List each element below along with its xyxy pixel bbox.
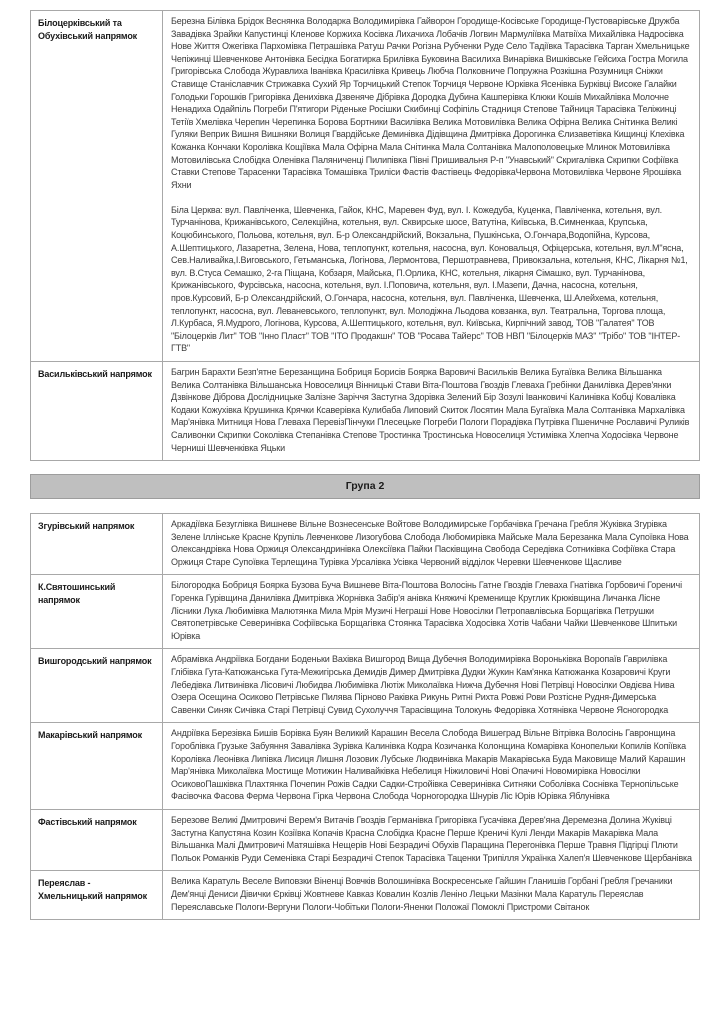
direction-settlements-cell	[163, 11, 700, 362]
settlements-list: Березове Великі Дмитровичі Верем'я Витачів Гвоздів Германівка Григорівка Гусачівка Дерев'яна Деремезна Долина Жуківці Застугна Капустяна Козин Козіївка Копачів Красна Слобідка Красне Перше Креничі Кулі Ленди Макарів Макарівка Мала Вільшанка Малі Дмитровичі Матяшівка Нещерів Нові Безрадичі Обухів Паращина Перегонівка Перше Травня Підгірці Плюти Польок Романків Руди Семенівка Старі Безрадичі Степок Тарасівка Таценки Трипілля Українка Халеп'я Шевченкове Щербанівка	[171, 814, 692, 863]
direction-settlements-cell	[163, 575, 700, 649]
direction-label: К.Святошинський напрямок	[31, 575, 163, 649]
settlements-list: Абрамівка Андріївка Богдани Боденьки Вахівка Вишгород Вища Дубечня Володимирівка Вороньківка Воропаїв Гаврилівка Глібівка Гута-Катюжанська Гута-Межигірська Демидів Димер Дмитрівка Дудки Жукин Кам'янка Катюжанка Козаровичі Круги Лебедівка Литвинівка Лісовичі Любидва Любимівка Лютіж Миколаївка Нижча Дубечня Нові Петрівці Новосілки Овдієва Нива Озера Осещина Осиково Петрівське Пилява Пірново Раківка Рикунь Ритні Рихта Ровжі Рови Розтісне Рудня-Димерська Савенки Синяк Сичівка Старі Петрівці Сувид Сухолуччя Тарасівщина Толокунь Федорівка Хотянівка Червоне Ясногородка	[171, 654, 675, 715]
table-row	[31, 809, 700, 870]
settlements-list: Велика Каратуль Веселе Виповзки Віненці Вовчків Волошинівка Воскресенське Гайшин Гланишів Горбані Гребля Гречаники Дем'янці Дениси Дівички Єрківці Жовтневе Кавказ Ковалин Козлів Леніно Лецьки Мазінки Мала Каратуль Переяслав Переяславське Пологи-Вергуни Пологи-Чобітьки Пологи-Яненки Положаї Помоклі Пристроми Світанок	[171, 876, 673, 912]
table-row	[31, 723, 700, 810]
direction-label: Фастівський напрямок	[31, 809, 163, 870]
table-row	[31, 361, 700, 460]
table-row	[31, 575, 700, 649]
table-row	[31, 871, 700, 920]
group2-section-header: Група 2	[30, 474, 700, 499]
direction-label: Васильківський напрямок	[31, 361, 163, 460]
direction-settlements-cell	[163, 809, 700, 870]
settlements-list: Багрин Барахти Безп'ятне Березанщина Бобриця Борисів Боярка Варовичі Васильків Велика Бугаївка Велика Вільшанка Велика Солтанівка Вільшанська Новоселиця Вінницькі Стави Віта-Поштова Гвоздів Глеваха Гребінки Данилівка Дерев'янки Дзвінкове Діброва Дослідницьке Залізне Заріччя Застугна Здорівка Зелений Бір Зозулі Іванковичі Калинівка Кобці Ковалівка Кодаки Кожухівка Крушинка Крячки Ксаверівка Кулибаба Липовий Скиток Лосятин Мала Бугаївка Мала Солтанівка Мархалівка Мар'янівка Митниця Нова Глеваха ПеревізПінчуки Плесецьке Погреби Пологи Порадівка Путрівка Пшеничне Рославичі Руликів Саливонки Скрипки Соколівка Степанівка Степове Тростинка Тростинська Новоселиця Устимівка Хлепча Ходосівка Червоне Черниші Шевченківка Яцьки	[171, 366, 690, 453]
settlements-list: Андріївка Березівка Бишів Борівка Буян Великий Карашин Весела Слобода Вишеград Вільне Вітрівка Волосінь Гавронщина Гороблівка Грузьке Забуяння Завалівка Зурівка Калинівка Кодра Козичанка Колонщина Комарівка Конопельки Копилів Копіївка Королівка Леонівка Липівка Лисиця Лишня Лозовик Лубське Людвинівка Макарів Макарівська Буда Маковище Малий Карашин Мар'янівка Миколаївка Мостище Мотижин Наливайківка Небелиця Ніжиловичі Нові Опачичі Новомирівка Новосілки ОсиковоПашківка Плахтянка Почепин Рожів Садки Садки-Стройівка Северинівка Ситняки Соболівка Соснівка Тернопільське Фасівочка Фасова Ферма Червона Гірка Червона Слобода Чорногородка Шнурів Ліс Юрів Юрівка Яблунівка	[171, 728, 686, 802]
group2-table	[30, 513, 700, 920]
direction-label: Згурівський напрямок	[31, 514, 163, 575]
direction-settlements-cell	[163, 723, 700, 810]
table-row	[31, 514, 700, 575]
table-row	[31, 649, 700, 723]
direction-settlements-cell	[163, 871, 700, 920]
direction-label: Переяслав - Хмельницький напрямок	[31, 871, 163, 920]
direction-label: Білоцерківський та Обухівський напрямок	[31, 11, 163, 362]
group1-table	[30, 10, 700, 461]
direction-label: Макарівський напрямок	[31, 723, 163, 810]
settlements-list: Березна Білівка Брідок Веснянка Володарка Володимирівка Гайворон Городище-Косівське Городище-Пустоварівське Дружба Завадівка Зрайки Капустинці Кленове Коржиха Косівка Лихачиха Лобачів Логвин Мармуліївка Матвіїха Михайлівка Надросівка Нове Життя Ожегівка Пархомівка Петрашівка Ратуш Рачки Рогізна Рубченки Руде Село Тадіївка Тарасівка Тарган Хмельницьке Чепіжинці Шевченкове Антонівка Бесідка Богатирка Брилівка Буковина Василиха Винарівка Вишківське Гейсиха Гостра Могила Григорівська Слобода Журавлиха Іванівка Красилівка Кривець Любча Полковниче Попружна Розкішна Розумниця Сніжки Ставище Станіславчик Стрижавка Сухий Яр Торчицький Степок Торчиця Червоне Юрківка Ясенівка Бурківці Високе Галайки Голодьки Горошків Григорівка Денихівка Дзвеняче Дібрівка Дородка Дубина Кашперівка Клюки Кошів Михайлівка Молочне Ненадиха Одайпіль Погреби П'ятигори Ріденьке Росішки Скибинці Софіпіль Стадниця Степове Тайниця Тарасівка Теліжинці Тетіїв Хмелівка Черепин Черепинка Борова Бортники Василівка Велика Мотовилівка Велика Офірна Велика Снітинка Великі Гуляки Веприк Вишня Вишняки Волиця Гвардійське Деминівка Дідівщина Дмитрівка Дорогинка Єлизаветівка Кищинці Клехівка Кожанка Кончаки Королівка Кощіївка Мала Офірна Мала Снітинка Мала Солтанівка Малополовецьке Млинок Мотовилівка Мотовилівська Слобідка Оленівка Паляниченці Пилипівка Півні Пришивальня Р-п "Унавський" Скригалівка Скрипки Софіївка Ставки Степове Тарасенки Тарасівка Томашівка Триліси Фастів Фастівець ФедорівкаЧервона Мотовилівка Червоне Ярошівка Яхни	[171, 16, 690, 190]
direction-label: Вишгородський напрямок	[31, 649, 163, 723]
table-row	[31, 11, 700, 362]
direction-settlements-cell	[163, 361, 700, 460]
settlements-list: Білогородка Бобриця Боярка Бузова Буча Вишневе Віта-Поштова Волосінь Гатне Гвоздів Глеваха Гнатівка Горбовичі Гореничі Горенка Гурівщина Данилівка Дмитрівка Жорнівка Забір'я анівка Княжичі Кременище Круглик Крюківщина Личанка Лісне Лісники Лука Любимівка Малютянка Мила Мрія Музичі Неграші Нове Новосілки Петропавлівська Борщагівка Петрушки Святопетрівське Северинівка Софіївська Борщагівка Стоянка Тарасівка Ходосівка Хотів Чабани Чайки Шевченкове Шпитьки Юрівка	[171, 580, 682, 641]
direction-settlements-cell	[163, 514, 700, 575]
settlements-list: Аркадіївка Безуглівка Вишневе Вільне Вознесенське Войтове Володимирське Горбачівка Гречана Гребля Жуківка Згурівка Зелене Іллінське Красне Крупіль Левченкове Лизогубова Слобода Любомирівка Майське Мала Березанка Мала Супоївка Нова Олександрівка Нова Оржиця Олександринівка Олексіївка Пайки Пасківщина Свобода Середівка Сотниківка Софіївка Стара Оржиця Старе Супоївка Терлещина Турівка Урсалівка Усівка Червоний відділок Черевки Шевченкове Щасливе	[171, 519, 689, 567]
bila-tserkva-streets-list: Біла Церква: вул. Павліченка, Шевченка, Гайок, КНС, Маревен Фуд, вул. І. Кожедуба, Куценка, Павліченка, котельня, вул. Турчанінова, Крижанівського, Селекційна, котельня, вул. Сквирське шосе, Ватутіна, Київська, В.Симненкаа, Крупська, Коцюбинського, Польова, котельня, вул. Б-р Олександрійский, Вокзальна, Пушкінська, О.Гончара,Водопійна, Курсова, А.Шептицького, Лазаретна, Зелена, Нова, теплопункт, котельня, насосна, вул. Коновальця, Офіцерська, котельня, вул.М"ясна, Сев.Наливайка,І.Виговського, Гетьманська, Логінова, Лермонтова, Першотравнева, Привокзальна, котельня, КНС, Лікарня №1, вул. В.Стуса Семашко, 2-га Піщана, Кобзаря, Майська, П.Орлика, КНС, котельня, лікарня Сімашко, вул. Турчанінова, Крижанівського, Фурсівська, насосна, котельня, вул. І.Поповича, котельня, вул. І.Мазепи, Дачна, насосна, котельня, пров.Курсовий, Б-р Олександрійский, О.Гончара, насосна, котельня, вул. Павліченка, Шевченка, Ш.Алейхема, котельня, теплопункт, насосна, вул. Леваневського, теплопункт, вул. Молодіжна Льодова ковзанка, вул. Театральна, Торгова площа, Л.Курбаса, Я.Мудрого, Логінова, Курсова, А.Шептицького, котельня, вул. Київська, Кирпічний завод, ТОВ "Галатея" ТОВ "Білоцерків Лит" ТОВ "Інно Пласт" ТОВ "ІТО Продакшн" ТОВ "Росава Тайерс" ТОВ НВП "Білоцерків МАЗ" "Трібо" ТОВ "ІНТЕР-ГТВ"	[171, 204, 688, 354]
direction-settlements-cell	[163, 649, 700, 723]
